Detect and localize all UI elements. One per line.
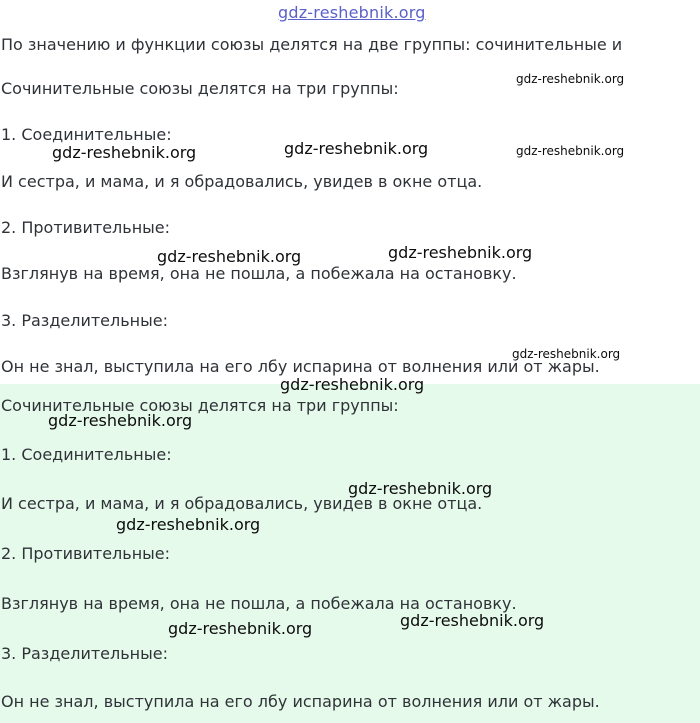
example-sentence-1: И сестра, и мама, и я обрадовались, увидев в окне отца. bbox=[1, 172, 483, 191]
watermark: gdz-reshebnik.org bbox=[400, 611, 545, 630]
group-label-1: 1. Соединительные: bbox=[1, 445, 172, 464]
example-sentence-3: Он не знал, выступила на его лбу испарина от волнения или от жары. bbox=[1, 357, 600, 376]
example-sentence-2: Взглянув на время, она не пошла, а побежала на остановку. bbox=[1, 264, 517, 283]
intro-text: По значению и функции союзы делятся на две группы: сочинительные и bbox=[1, 35, 623, 54]
watermark: gdz-reshebnik.org bbox=[388, 243, 533, 262]
watermark: gdz-reshebnik.org bbox=[116, 515, 261, 534]
watermark: gdz-reshebnik.org bbox=[157, 247, 302, 266]
watermark: gdz-reshebnik.org bbox=[52, 143, 197, 162]
groups-heading: Сочинительные союзы делятся на три группы: bbox=[1, 396, 399, 415]
watermark: gdz-reshebnik.org bbox=[48, 411, 193, 430]
group-label-1: 1. Соединительные: bbox=[1, 125, 172, 144]
groups-heading: Сочинительные союзы делятся на три группы: bbox=[1, 79, 399, 98]
example-sentence-1: И сестра, и мама, и я обрадовались, увидев в окне отца. bbox=[1, 494, 483, 513]
group-label-3: 3. Разделительные: bbox=[1, 644, 168, 663]
watermark: gdz-reshebnik.org bbox=[348, 479, 493, 498]
watermark: gdz-reshebnik.org bbox=[284, 139, 429, 158]
site-header-link[interactable]: gdz-reshebnik.org bbox=[278, 3, 426, 22]
example-sentence-2: Взглянув на время, она не пошла, а побежала на остановку. bbox=[1, 594, 517, 613]
group-label-2: 2. Противительные: bbox=[1, 544, 171, 563]
watermark: gdz-reshebnik.org bbox=[512, 347, 621, 361]
watermark: gdz-reshebnik.org bbox=[516, 144, 625, 158]
group-label-3: 3. Разделительные: bbox=[1, 311, 168, 330]
group-label-2: 2. Противительные: bbox=[1, 218, 171, 237]
watermark: gdz-reshebnik.org bbox=[516, 72, 625, 86]
example-sentence-3: Он не знал, выступила на его лбу испарина от волнения или от жары. bbox=[1, 692, 600, 711]
watermark: gdz-reshebnik.org bbox=[280, 375, 425, 394]
watermark: gdz-reshebnik.org bbox=[168, 619, 313, 638]
